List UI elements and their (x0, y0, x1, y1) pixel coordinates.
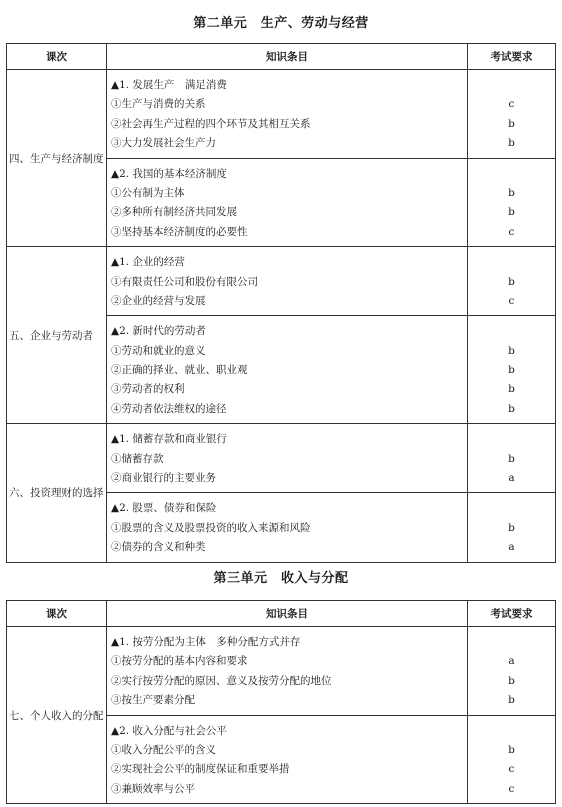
spacer (468, 242, 555, 246)
spacer (468, 154, 555, 158)
unit3-title: 第三单元 收入与分配 (213, 571, 349, 586)
header-course: 课次 (7, 44, 107, 70)
section-heading: ▲2. 我国的基本经济制度 (111, 167, 227, 180)
knowledge-item: ②债券的含义和种类 (111, 541, 206, 554)
table-row (7, 424, 556, 493)
knowledge-item: ③兼顾效率与公平 (111, 782, 195, 795)
knowledge-item: ②商业银行的主要业务 (111, 472, 216, 485)
requirement-blank (468, 430, 555, 449)
knowledge-item: ③劳动者的权利 (111, 383, 185, 396)
requirement-cell (468, 316, 556, 424)
knowledge-item: ①股票的含义及股票投资的收入来源和风险 (111, 521, 311, 534)
requirement-level: b (508, 275, 515, 288)
header-req: 考试要求 (468, 601, 556, 627)
requirement-blank (468, 165, 555, 184)
section-heading: ▲1. 发展生产 满足消费 (111, 79, 227, 91)
knowledge-items-cell (107, 158, 468, 247)
requirement-blank (468, 253, 555, 272)
requirement-level: b (508, 117, 515, 130)
knowledge-item: ②实行按劳分配的原因、意义及按劳分配的地位 (111, 674, 332, 687)
knowledge-item: ①按劳分配的基本内容和要求 (111, 655, 248, 668)
requirement-level: c (508, 763, 515, 776)
table-header-row (7, 44, 556, 70)
knowledge-item: ①公有制为主体 (111, 186, 185, 199)
knowledge-items-cell (107, 70, 468, 159)
requirement-cell (468, 493, 556, 562)
knowledge-item: ①有限责任公司和股份有限公司 (111, 275, 258, 288)
header-course: 课次 (7, 601, 107, 627)
requirement-level: b (508, 186, 515, 199)
knowledge-items-cell (107, 316, 468, 424)
spacer (468, 799, 555, 803)
knowledge-item: ①劳动和就业的意义 (111, 344, 206, 357)
requirement-level: a (508, 472, 515, 485)
spacer (468, 419, 555, 423)
requirement-level: b (508, 674, 515, 687)
spacer (107, 799, 467, 803)
knowledge-item: ②社会再生产过程的四个环节及其相互关系 (111, 117, 311, 130)
requirement-cell (468, 247, 556, 316)
requirement-level: b (508, 402, 515, 415)
requirement-cell (468, 158, 556, 247)
spacer (107, 311, 467, 315)
requirement-level: b (508, 452, 515, 465)
spacer (107, 154, 467, 158)
header-items: 知识条目 (107, 601, 468, 627)
table-row (7, 627, 556, 716)
table-row (7, 247, 556, 316)
requirement-blank (468, 499, 555, 518)
section-heading: ▲2. 收入分配与社会公平 (111, 724, 227, 737)
course-cell: 六、投资理财的选择 (7, 424, 107, 562)
knowledge-items-cell (107, 424, 468, 493)
knowledge-items-cell (107, 715, 468, 804)
table-header-row (7, 601, 556, 627)
requirement-level: b (508, 206, 515, 219)
requirement-level: b (508, 137, 515, 150)
knowledge-item: ①储蓄存款 (111, 452, 164, 465)
course-cell: 五、企业与劳动者 (7, 247, 107, 424)
knowledge-item: ②多种所有制经济共同发展 (111, 206, 237, 219)
section-heading: ▲2. 新时代的劳动者 (111, 325, 206, 338)
unit2-title: 第二单元 生产、劳动与经营 (193, 16, 369, 31)
requirement-level: b (508, 364, 515, 377)
requirement-cell (468, 715, 556, 804)
requirement-level: b (508, 383, 515, 396)
knowledge-items-cell (107, 627, 468, 716)
knowledge-item: ②正确的择业、就业、职业观 (111, 364, 248, 377)
requirement-cell (468, 627, 556, 716)
requirement-cell (468, 70, 556, 159)
requirement-blank (468, 633, 555, 652)
spacer (107, 558, 467, 562)
requirement-level: c (508, 225, 515, 238)
requirement-level: b (508, 743, 515, 756)
unit3-table (6, 600, 556, 804)
header-req: 考试要求 (468, 44, 556, 70)
knowledge-item: ④劳动者依法维权的途径 (111, 402, 227, 415)
requirement-blank (468, 322, 555, 341)
requirement-level: b (508, 521, 515, 534)
spacer (107, 419, 467, 423)
requirement-level: c (508, 294, 515, 307)
table-row (7, 70, 556, 159)
knowledge-items-cell (107, 247, 468, 316)
requirement-level: b (508, 344, 515, 357)
unit2-body (7, 70, 556, 563)
requirement-level: a (508, 655, 515, 668)
section-heading: ▲1. 企业的经营 (111, 256, 185, 269)
knowledge-items-cell (107, 493, 468, 562)
unit2-table (6, 43, 556, 563)
knowledge-item: ①收入分配公平的含义 (111, 743, 216, 756)
knowledge-item: ②实现社会公平的制度保证和重要举措 (111, 763, 290, 776)
requirement-blank (468, 722, 555, 741)
requirement-level: c (508, 782, 515, 795)
requirement-blank (468, 76, 555, 95)
requirement-cell (468, 424, 556, 493)
spacer (468, 311, 555, 315)
spacer (468, 711, 555, 715)
spacer (107, 242, 467, 246)
spacer (468, 558, 555, 562)
header-items: 知识条目 (107, 44, 468, 70)
section-heading: ▲2. 股票、债券和保险 (111, 502, 217, 515)
section-heading: ▲1. 按劳分配为主体 多种分配方式并存 (111, 636, 301, 648)
spacer (468, 488, 555, 492)
requirement-level: a (508, 541, 515, 554)
spacer (107, 711, 467, 715)
course-cell: 四、生产与经济制度 (7, 70, 107, 247)
knowledge-item: ③坚持基本经济制度的必要性 (111, 225, 248, 238)
section-heading: ▲1. 储蓄存款和商业银行 (111, 433, 227, 446)
requirement-level: b (508, 694, 515, 707)
course-cell: 七、个人收入的分配 (7, 627, 107, 804)
spacer (107, 488, 467, 492)
knowledge-item: ③按生产要素分配 (111, 694, 195, 707)
knowledge-item: ①生产与消费的关系 (111, 98, 206, 111)
requirement-level: c (508, 98, 515, 111)
knowledge-item: ③大力发展社会生产力 (111, 137, 216, 150)
unit3-body (7, 627, 556, 804)
knowledge-item: ②企业的经营与发展 (111, 294, 206, 307)
